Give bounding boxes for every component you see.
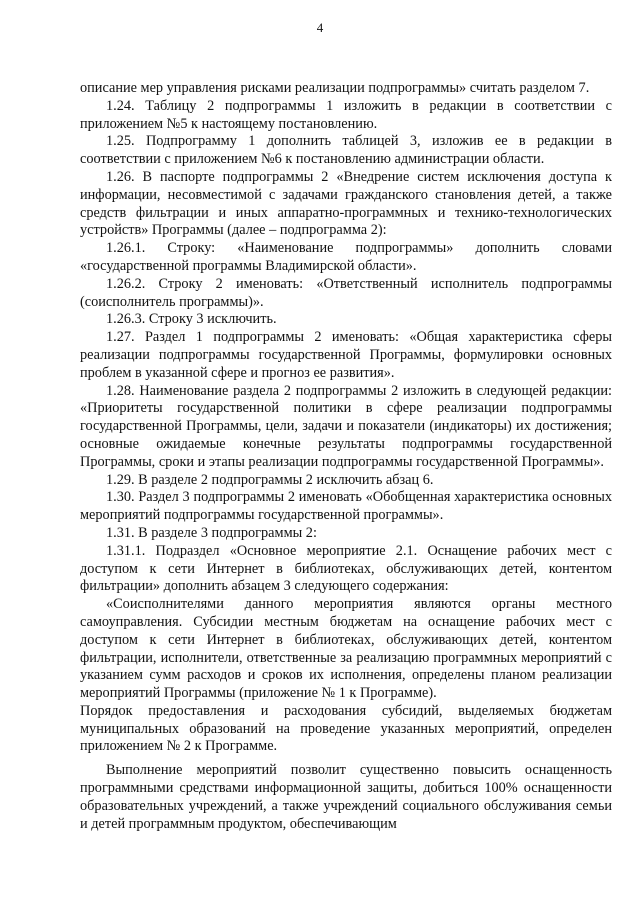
paragraph: 1.28. Наименование раздела 2 подпрограммы 2 изложить в следующей редакции: «Приоритеты государственной политики в сфере реализации подпрограммы государственной Программы, цели, задачи и показатели (индикаторы) их достижения; основные ожидаемые конечные результаты подпрограммы государственной Программы, сроки и этапы реализации подпрограммы государственной Программы». [80,382,612,470]
paragraph: 1.31.1. Подраздел «Основное мероприятие 2.1. Оснащение рабочих мест с доступом к сети Интернет в библиотеках, обслуживающих детей, контентом фильтрации» дополнить абзацем 3 следующего содержания: [80,542,612,595]
paragraph: 1.24. Таблицу 2 подпрограммы 1 изложить в редакции в соответствии с приложением №5 к настоящему постановлению. [80,97,612,132]
paragraph: 1.26.3. Строку 3 исключить. [106,311,277,328]
paragraph: Выполнение мероприятий позволит существенно повысить оснащенность программными средствами информационной защиты, добиться 100% оснащенности образовательных учреждений, а также учреждений социального обслуживания семьи и детей программным продуктом, обеспечивающим [80,762,612,832]
page-number: 4 [316,20,324,35]
paragraph: 1.31. В разделе 3 подпрограммы 2: [106,524,317,541]
quoted-paragraph: «Соисполнителями данного мероприятия являются органы местного самоуправления. Субсидии местным бюджетам на оснащение рабочих мест с доступом к сети Интернет в библиотеках, обслуживающих детей, контентом фильтрации, исполнители, ответственные за реализацию программных мероприятий с указанием сумм расходов и сроков их исполнения, определены планом реализации мероприятий Программы (приложение № 1 к Программе). [80,596,612,702]
paragraph: 1.29. В разделе 2 подпрограммы 2 исключить абзац 6. [106,471,434,488]
paragraph: 1.26. В паспорте подпрограммы 2 «Внедрение систем исключения доступа к информации, несовместимой с задачами гражданского становления детей, а также средств фильтрации и иных аппаратно-программных и технико-технологических устройств» Программы (далее – подпрограмма 2): [80,168,612,239]
paragraph: 1.27. Раздел 1 подпрограммы 2 именовать: «Общая характеристика сферы реализации подпрограммы государственной Программы, формулировки основных проблем в указанной сфере и прогноз ее развития». [80,329,612,381]
paragraph: описание мер управления рисками реализации подпрограммы» считать разделом 7. [80,80,590,96]
paragraph: 1.25. Подпрограмму 1 дополнить таблицей 3, изложив ее в редакции в соответствии с приложением №6 к постановлению администрации области. [80,133,612,168]
paragraph: Порядок предоставления и расходования субсидий, выделяемых бюджетам муниципальных образований на проведение указанных мероприятий, определен приложением № 2 к Программе. [80,702,612,755]
paragraph: 1.26.1. Строку: «Наименование подпрограммы» дополнить словами «государственной программы Владимирской области». [80,240,612,274]
paragraph: 1.30. Раздел 3 подпрограммы 2 именовать «Обобщенная характеристика основных мероприятий подпрограммы государственной программы». [80,489,612,524]
paragraph: 1.26.2. Строку 2 именовать: «Ответственный исполнитель подпрограммы (соисполнитель программы)». [80,275,612,310]
document-body [80,80,612,833]
